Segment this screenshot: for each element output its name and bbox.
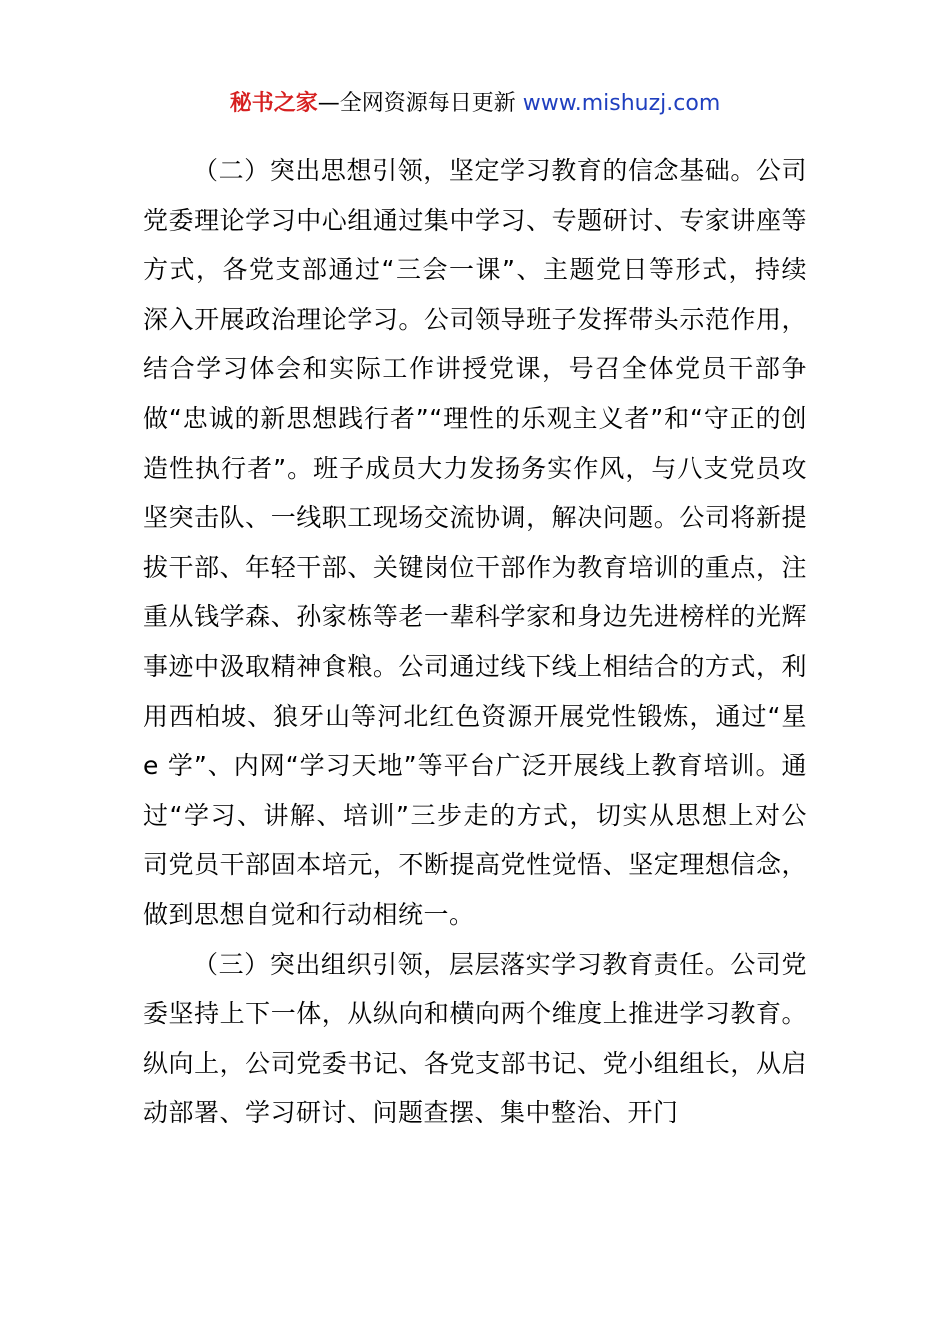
header-brand: 秘书之家 (229, 91, 318, 116)
paragraph-2: （二）突出思想引领，坚定学习教育的信念基础。公司党委理论学习中心组通过集中学习、专题研讨、专家讲座等方式，各党支部通过“三会一课”、主题党日等形式，持续深入开展政治理论学习。公司领导班子发挥带头示范作用，结合学习体会和实际工作讲授党课，号召全体党员干部争做“忠诚的新思想践行者”“理性的乐观主义者”和“守正的创造性执行者”。班子成员大力发扬务实作风，与八支党员攻坚突击队、一线职工现场交流协调，解决问题。公司将新提拔干部、年轻干部、关键岗位干部作为教育培训的重点，注重从钱学森、孙家栋等老一辈科学家和身边先进榜样的光辉事迹中汲取精神食粮。公司通过线下线上相结合的方式，利用西柏坡、狼牙山等河北红色资源开展党性锻炼，通过“星 e 学”、内网“学习天地”等平台广泛开展线上教育培训。通过“学习、讲解、培训”三步走的方式，切实从思想上对公司党员干部固本培元，不断提高党性觉悟、坚定理想信念，做到思想自觉和行动相统一。 (143, 156, 807, 929)
header-tagline: —全网资源每日更新 (317, 91, 523, 116)
page-header (0, 88, 950, 120)
paragraph-3: （三）突出组织引领，层层落实学习教育责任。公司党委坚持上下一体，从纵向和横向两个维度上推进学习教育。纵向上，公司党委书记、各党支部书记、党小组组长，从启动部署、学习研讨、问题查摆、集中整治、开门 (143, 949, 807, 1128)
header-website-link[interactable]: www.mishuzj.com (522, 91, 721, 116)
document-body (143, 146, 807, 1138)
